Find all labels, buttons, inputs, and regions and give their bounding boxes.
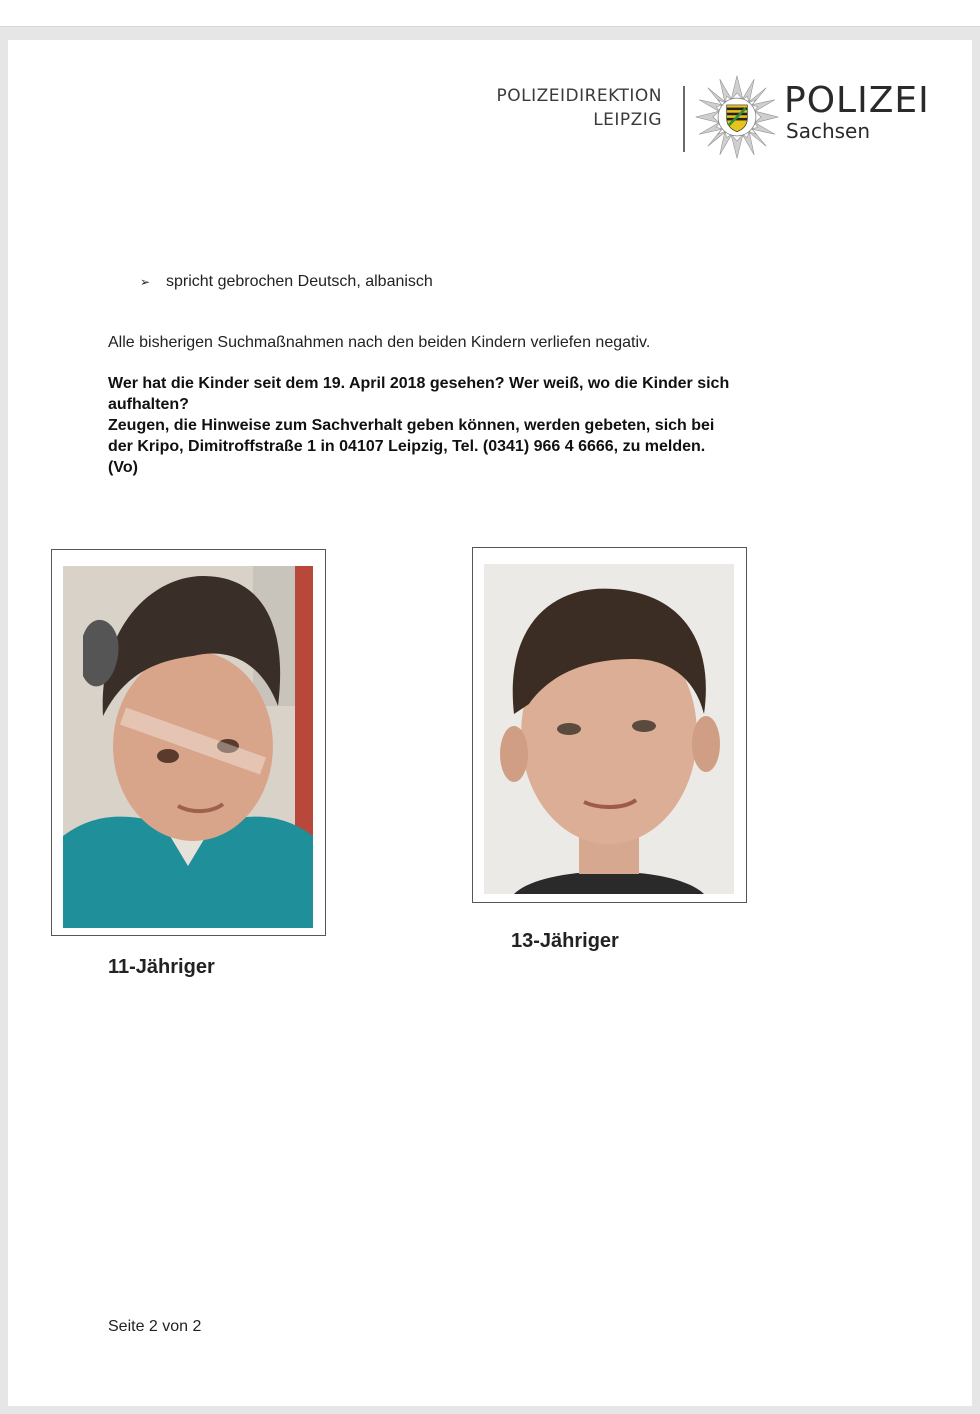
- caption-13: 13-Jähriger: [511, 930, 619, 952]
- department-line-2: LEIPZIG: [593, 110, 662, 130]
- department-line-1: POLIZEIDIREKTION: [496, 86, 662, 106]
- photo-frame-13: [472, 547, 747, 903]
- police-star-icon: [694, 74, 780, 160]
- top-strip: [0, 0, 980, 27]
- header-divider: [683, 86, 685, 152]
- brand-sub: Sachsen: [786, 119, 871, 143]
- caption-11: 11-Jähriger: [108, 956, 215, 978]
- child-portrait-photo-icon: [484, 564, 734, 894]
- document-page: [8, 40, 972, 1406]
- bullet-item: [140, 273, 433, 291]
- department-name: [497, 84, 663, 132]
- appeal-text: [108, 373, 802, 478]
- appeal-line: (Vo): [108, 459, 138, 476]
- brand-name: POLIZEI: [784, 80, 930, 121]
- appeal-line: aufhalten?: [108, 396, 189, 413]
- paragraph-search-status: Alle bisherigen Suchmaßnahmen nach den beiden Kindern verliefen negativ.: [108, 334, 651, 351]
- appeal-line: Zeugen, die Hinweise zum Sachverhalt geben können, werden gebeten, sich bei: [108, 417, 715, 434]
- arrow-bullet-icon: ➢: [140, 275, 151, 289]
- appeal-line: Wer hat die Kinder seit dem 19. April 2018 gesehen? Wer weiß, wo die Kinder sich: [108, 375, 730, 392]
- photo-frame-11: [51, 549, 326, 936]
- page-number: Seite 2 von 2: [108, 1318, 202, 1335]
- bullet-text: spricht gebrochen Deutsch, albanisch: [166, 273, 433, 290]
- child-portrait-photo-icon: [63, 566, 313, 928]
- brand-block: [784, 82, 930, 142]
- appeal-line: der Kripo, Dimitroffstraße 1 in 04107 Leipzig, Tel. (0341) 966 4 6666, zu melden.: [108, 438, 706, 455]
